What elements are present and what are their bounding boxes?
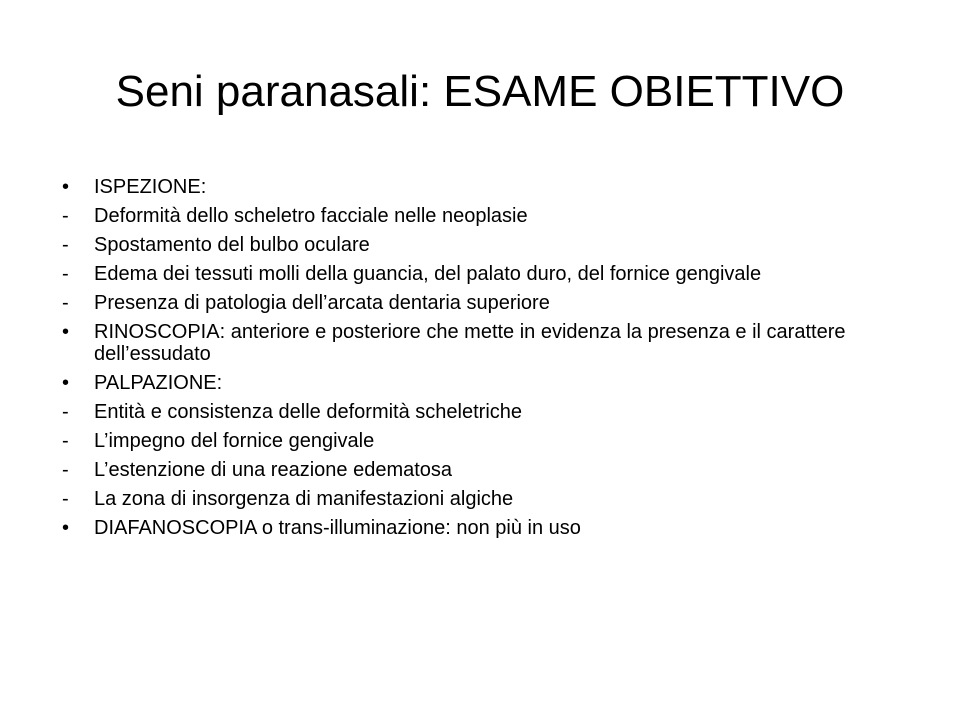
list-item-estenzione — [60, 459, 880, 481]
list-item-text: Entità e consistenza delle deformità scheletriche — [94, 401, 523, 423]
list-item-text: Spostamento del bulbo oculare — [94, 234, 370, 256]
dash-marker: - — [62, 488, 69, 510]
list-item-patologia — [60, 292, 880, 314]
list-item-text: L’estenzione di una reazione edematosa — [94, 459, 453, 481]
bullet-marker: • — [62, 176, 70, 198]
list-item-zona — [60, 488, 880, 510]
dash-marker: - — [62, 401, 69, 423]
list-item-text: Presenza di patologia dell’arcata dentaria superiore — [94, 292, 550, 314]
bullet-list — [60, 176, 880, 546]
list-item-diafanoscopia — [60, 517, 880, 539]
list-item-text: ISPEZIONE: — [94, 176, 207, 198]
list-item-text: Deformità dello scheletro facciale nelle neoplasie — [94, 205, 528, 227]
bullet-marker: • — [62, 321, 70, 343]
list-item-text: DIAFANOSCOPIA o trans-illuminazione: non più in uso — [94, 517, 581, 539]
dash-marker: - — [62, 292, 69, 314]
list-item-text: PALPAZIONE: — [94, 372, 223, 394]
dash-marker: - — [62, 430, 69, 452]
dash-marker: - — [62, 205, 69, 227]
list-item-text: La zona di insorgenza di manifestazioni algiche — [94, 488, 514, 510]
list-item-ispezione — [60, 176, 880, 198]
list-item-spostamento — [60, 234, 880, 256]
dash-marker: - — [62, 459, 69, 481]
dash-marker: - — [62, 234, 69, 256]
list-item-rinoscopia — [60, 321, 880, 365]
list-item-deformita — [60, 205, 880, 227]
list-item-text: L’impegno del fornice gengivale — [94, 430, 375, 452]
list-item-impegno — [60, 430, 880, 452]
list-item-text: RINOSCOPIA: anteriore e posteriore che mette in evidenza la presenza e il carattere dell’essudato — [94, 321, 846, 365]
bullet-marker: • — [62, 517, 70, 539]
dash-marker: - — [62, 263, 69, 285]
list-item-edema — [60, 263, 880, 285]
slide-title: Seni paranasali: ESAME OBIETTIVO — [115, 67, 845, 116]
list-item-text: Edema dei tessuti molli della guancia, del palato duro, del fornice gengivale — [94, 263, 762, 285]
list-item-palpazione — [60, 372, 880, 394]
list-item-entita — [60, 401, 880, 423]
bullet-marker: • — [62, 372, 70, 394]
